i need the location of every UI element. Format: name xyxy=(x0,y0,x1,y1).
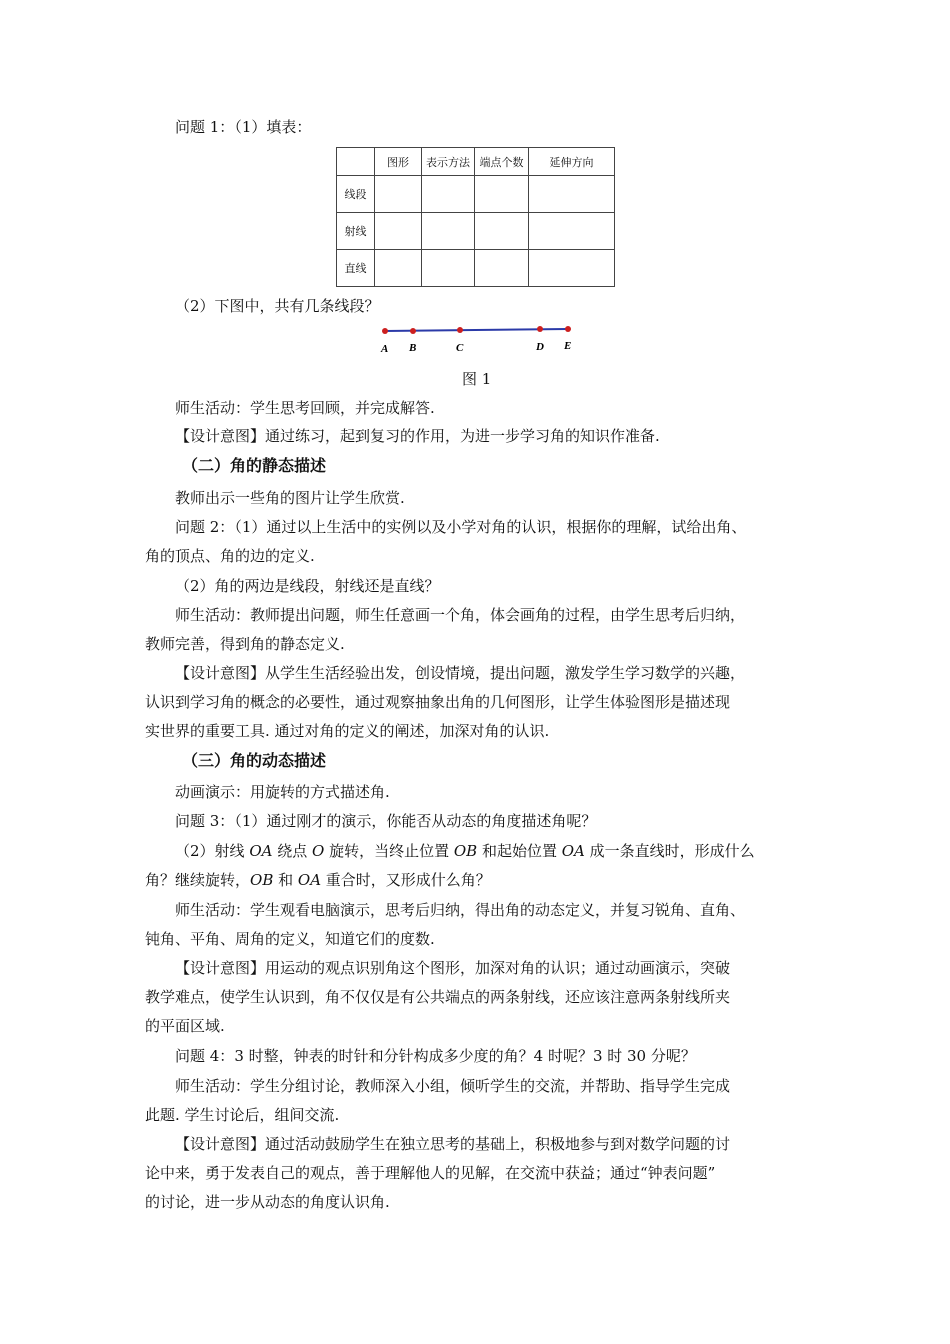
table-header-cell: 端点个数 xyxy=(475,148,529,176)
line-segment-figure xyxy=(375,319,585,359)
q4-intent-3: 的讨论，进一步从动态的角度认识角. xyxy=(145,1193,390,1211)
table-header-cell: 延伸方向 xyxy=(529,148,615,176)
point-a xyxy=(382,328,388,334)
q4-intent-2: 论中来，勇于发表自己的观点，善于理解他人的见解，在交流中获益；通过“钟表问题” xyxy=(145,1164,716,1182)
q2-text-1: （1）通过以上生活中的实例以及小学对角的认识，根据你的理解，试给出角、 xyxy=(234,518,747,536)
table-header-cell: 表示方法 xyxy=(422,148,475,176)
q3-text-1: （1）通过刚才的演示，你能否从动态的角度描述角呢？ xyxy=(234,812,597,830)
q1-heading xyxy=(175,116,311,138)
section2-intent-2: 认识到学习角的概念的必要性，通过观察抽象出角的几何图形，让学生体验图形是描述现 xyxy=(145,693,731,711)
q1-prefix: 问题 1： xyxy=(175,118,235,136)
q3-text: （2）射线 xyxy=(175,842,250,860)
ray-oa-label: OA xyxy=(249,842,273,860)
figure-caption: 图 1 xyxy=(462,370,492,388)
q4-intent-1: 【设计意图】通过活动鼓励学生在独立思考的基础上，积极地参与到对数学问题的讨 xyxy=(175,1135,731,1153)
table-row-label: 射线 xyxy=(337,213,375,250)
section3-intro: 动画演示：用旋转的方式描述角. xyxy=(175,783,390,801)
section2-title: （二）角的静态描述 xyxy=(182,456,327,475)
q4-prefix: 问题 4： xyxy=(175,1047,235,1065)
q3-line2 xyxy=(175,840,755,862)
table-row-label: 直线 xyxy=(337,250,375,287)
section2-intent-1: 【设计意图】从学生生活经验出发，创设情境，提出问题，激发学生学习数学的兴趣， xyxy=(175,664,746,682)
point-label-c: C xyxy=(456,342,464,354)
point-label-e: E xyxy=(564,340,572,352)
point-label-b: B xyxy=(409,342,417,354)
q3-text: 和 xyxy=(273,871,298,889)
point-b xyxy=(410,328,416,334)
section3-intent-1: 【设计意图】用运动的观点识别角这个图形，加深对角的认识；通过动画演示，突破 xyxy=(175,959,731,977)
section3-title: （三）角的动态描述 xyxy=(182,751,327,770)
q2-line1 xyxy=(175,516,746,538)
q3-text: 绕点 xyxy=(272,842,312,860)
table-cell xyxy=(375,250,422,287)
ray-oa-label: OA xyxy=(561,842,585,860)
table-cell xyxy=(375,176,422,213)
point-label-d: D xyxy=(536,341,544,353)
q3-text: 角？继续旋转， xyxy=(145,871,251,889)
ray-ob-label: OB xyxy=(250,871,274,889)
q4-text: 3 时整，钟表的时针和分针构成多少度的角？4 时呢？3 时 30 分呢？ xyxy=(234,1047,696,1065)
q2-prefix: 问题 2： xyxy=(175,518,235,536)
table-cell xyxy=(375,213,422,250)
fill-table xyxy=(336,147,615,287)
table-cell xyxy=(475,176,529,213)
point-label-a: A xyxy=(381,343,389,355)
q3-text: 和起始位置 xyxy=(477,842,562,860)
section3-activity-1: 师生活动：学生观看电脑演示，思考后归纳，得出角的动态定义，并复习锐角、直角、 xyxy=(175,901,746,919)
table-cell xyxy=(422,213,475,250)
q3-text: 旋转，当终止位置 xyxy=(324,842,454,860)
q3-text: 重合时，又形成什么角？ xyxy=(321,871,491,889)
table-cell xyxy=(529,213,615,250)
table-cell xyxy=(475,250,529,287)
table-row xyxy=(337,213,615,250)
q4-activity-1: 师生活动：学生分组讨论，教师深入小组，倾听学生的交流，并帮助、指导学生完成 xyxy=(175,1077,731,1095)
table-row-label: 线段 xyxy=(337,176,375,213)
ray-ob-label: OB xyxy=(453,842,478,860)
table-header-row xyxy=(337,148,615,176)
q4-line xyxy=(175,1045,696,1067)
table-cell xyxy=(422,176,475,213)
table-header-cell: 图形 xyxy=(375,148,422,176)
q1-part2: （2）下图中，共有几条线段？ xyxy=(175,297,380,315)
q3-line3 xyxy=(145,869,491,891)
q2-part2: （2）角的两边是线段，射线还是直线？ xyxy=(175,577,440,595)
point-d xyxy=(537,326,543,332)
table-cell xyxy=(475,213,529,250)
point-c xyxy=(457,327,463,333)
q3-prefix: 问题 3： xyxy=(175,812,235,830)
table-row xyxy=(337,250,615,287)
table-row xyxy=(337,176,615,213)
table-cell xyxy=(529,250,615,287)
section3-intent-2: 教学难点，使学生认识到，角不仅仅是有公共端点的两条射线，还应该注意两条射线所夹 xyxy=(145,988,731,1006)
q3-line1 xyxy=(175,810,596,832)
q1-part1: （1）填表： xyxy=(234,118,312,136)
section2-activity-1: 师生活动：教师提出问题，师生任意画一个角，体会画角的过程，由学生思考后归纳， xyxy=(175,606,746,624)
q2-line2: 角的顶点、角的边的定义. xyxy=(145,547,315,565)
table-cell xyxy=(422,250,475,287)
section3-intent-3: 的平面区域. xyxy=(145,1017,225,1035)
ray-oa-label: OA xyxy=(297,871,322,889)
table-header-cell xyxy=(337,148,375,176)
table-cell xyxy=(529,176,615,213)
q1-intent: 【设计意图】通过练习，起到复习的作用，为进一步学习角的知识作准备. xyxy=(175,427,660,445)
section2-intro: 教师出示一些角的图片让学生欣赏. xyxy=(175,489,405,507)
section3-activity-2: 钝角、平角、周角的定义，知道它们的度数. xyxy=(145,930,435,948)
q3-text: 成一条直线时，形成什么 xyxy=(584,842,755,860)
section2-intent-3: 实世界的重要工具. 通过对角的定义的阐述，加深对角的认识. xyxy=(145,722,550,740)
point-e xyxy=(565,326,571,332)
point-o-label: O xyxy=(312,842,325,860)
q4-activity-2: 此题. 学生讨论后，组间交流. xyxy=(145,1106,340,1124)
section2-activity-2: 教师完善，得到角的静态定义. xyxy=(145,635,345,653)
q1-activity: 师生活动：学生思考回顾，并完成解答. xyxy=(175,399,435,417)
